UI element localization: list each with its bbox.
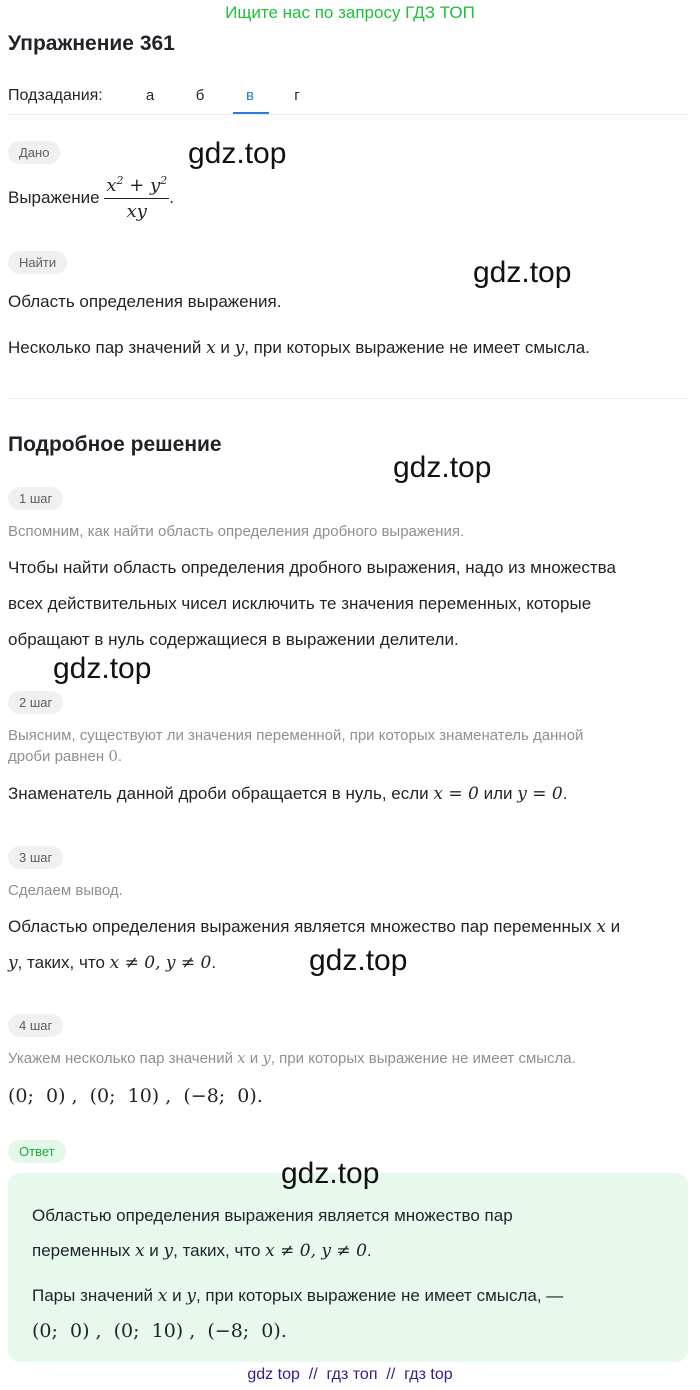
given-text: Выражение	[8, 188, 100, 207]
step-3-line-1	[8, 917, 620, 937]
var-x: x	[134, 1241, 145, 1261]
math-x-eq-0: x = 0	[433, 784, 479, 804]
find-pill: Найти	[8, 251, 67, 274]
var-y: y	[163, 1241, 174, 1261]
tab-b[interactable]: б	[195, 87, 205, 104]
tab-v[interactable]: в	[246, 87, 254, 104]
watermark: gdz.top	[53, 652, 152, 685]
subtasks-label: Подзадания:	[8, 87, 103, 104]
given-expression	[8, 174, 174, 222]
answer-pairs: (0; 0) , (0; 10) , (−8; 0).	[32, 1320, 287, 1342]
var-y: y	[186, 1286, 196, 1306]
top-banner: Ищите нас по запросу ГДЗ ТОП	[225, 3, 475, 22]
conj: или	[483, 784, 513, 803]
given-pill: Дано	[8, 141, 60, 164]
step-4-pairs: (0; 0) , (0; 10) , (−8; 0).	[8, 1085, 263, 1107]
answer-line-3	[32, 1286, 563, 1306]
fraction-numerator: $x^2 + y^2$	[104, 174, 169, 199]
watermark: gdz.top	[473, 256, 572, 289]
answer-line-1: Областью определения выражения является множество пар	[32, 1206, 513, 1225]
step-4-hint	[8, 1048, 576, 1069]
conj: и	[220, 338, 230, 357]
answer-text: Пары значений	[32, 1286, 154, 1305]
tabs-divider	[8, 114, 688, 115]
var-x: x	[206, 338, 216, 358]
var-y: y	[8, 953, 18, 973]
conj: и	[172, 1286, 182, 1305]
var-x: x	[596, 917, 606, 937]
var-y: y	[262, 1049, 271, 1067]
step-3-pill: 3 шаг	[8, 846, 63, 869]
tab-a[interactable]: а	[145, 87, 155, 104]
answer-text-2: , таких, что	[173, 1241, 261, 1260]
step-3-line-2	[8, 953, 216, 973]
period: .	[562, 784, 568, 803]
watermark: gdz.top	[309, 944, 408, 977]
answer-text: переменных	[32, 1241, 131, 1260]
find-line-2	[8, 338, 590, 358]
period: .	[117, 748, 123, 765]
answer-pill: Ответ	[8, 1140, 66, 1163]
step-3-text-2: , таких, что	[17, 953, 105, 972]
step-2-pill: 2 шаг	[8, 691, 63, 714]
period: .	[169, 188, 174, 207]
find-line-1: Область определения выражения.	[8, 292, 282, 311]
active-tab-indicator	[233, 112, 269, 114]
page-title: Упражнение 361	[8, 32, 175, 55]
hint-text: дроби равнен	[8, 748, 105, 765]
math-condition: x ≠ 0, y ≠ 0	[109, 953, 212, 973]
solution-title: Подробное решение	[8, 433, 222, 456]
watermark: gdz.top	[281, 1157, 380, 1190]
step-1-pill: 1 шаг	[8, 487, 63, 510]
hint-text: Укажем несколько пар значений	[8, 1050, 233, 1067]
answer-text-end: , при которых выражение не имеет смысла, —	[195, 1286, 564, 1305]
footer-links[interactable]: gdz top // гдз топ // гдз top	[247, 1366, 453, 1383]
tab-g[interactable]: г	[294, 87, 300, 104]
conj: и	[149, 1241, 159, 1260]
step-4-pill: 4 шаг	[8, 1014, 63, 1037]
step-2-hint-2	[8, 746, 122, 767]
watermark: gdz.top	[188, 137, 287, 170]
step-3-hint: Сделаем вывод.	[8, 882, 123, 899]
watermark: gdz.top	[393, 451, 492, 484]
step-2-hint-1: Выясним, существуют ли значения переменной, при которых знаменатель данной	[8, 727, 584, 744]
answer-line-2	[32, 1241, 372, 1261]
conj: и	[610, 917, 621, 936]
step-2-text	[8, 784, 567, 804]
var-x: x	[157, 1286, 168, 1306]
find-text: Несколько пар значений	[8, 338, 202, 357]
var-x: x	[237, 1049, 246, 1067]
step-1-line-3: обращают в нуль содержащиеся в выражении делители.	[8, 630, 459, 649]
fraction	[104, 174, 169, 222]
step-1-hint: Вспомним, как найти область определения дробного выражения.	[8, 523, 465, 540]
step-2-text-a: Знаменатель данной дроби обращается в нуль, если	[8, 784, 429, 803]
section-divider	[8, 398, 688, 399]
math-y-eq-0: y = 0	[517, 784, 563, 804]
step-1-line-1: Чтобы найти область определения дробного выражения, надо из множества	[8, 558, 616, 577]
math-condition: x ≠ 0, y ≠ 0	[265, 1241, 367, 1261]
period: .	[211, 953, 217, 972]
step-3-text: Областью определения выражения является множество пар переменных	[8, 917, 592, 936]
math-zero: 0	[108, 747, 118, 765]
hint-text-end: , при которых выражение не имеет смысла.	[270, 1050, 576, 1067]
fraction-denominator: xy	[126, 201, 147, 222]
conj: и	[249, 1050, 259, 1067]
find-text-end: , при которых выражение не имеет смысла.	[244, 338, 590, 357]
period: .	[366, 1241, 372, 1260]
step-1-line-2: всех действительных чисел исключить те значения переменных, которые	[8, 594, 592, 613]
var-y: y	[234, 338, 245, 358]
